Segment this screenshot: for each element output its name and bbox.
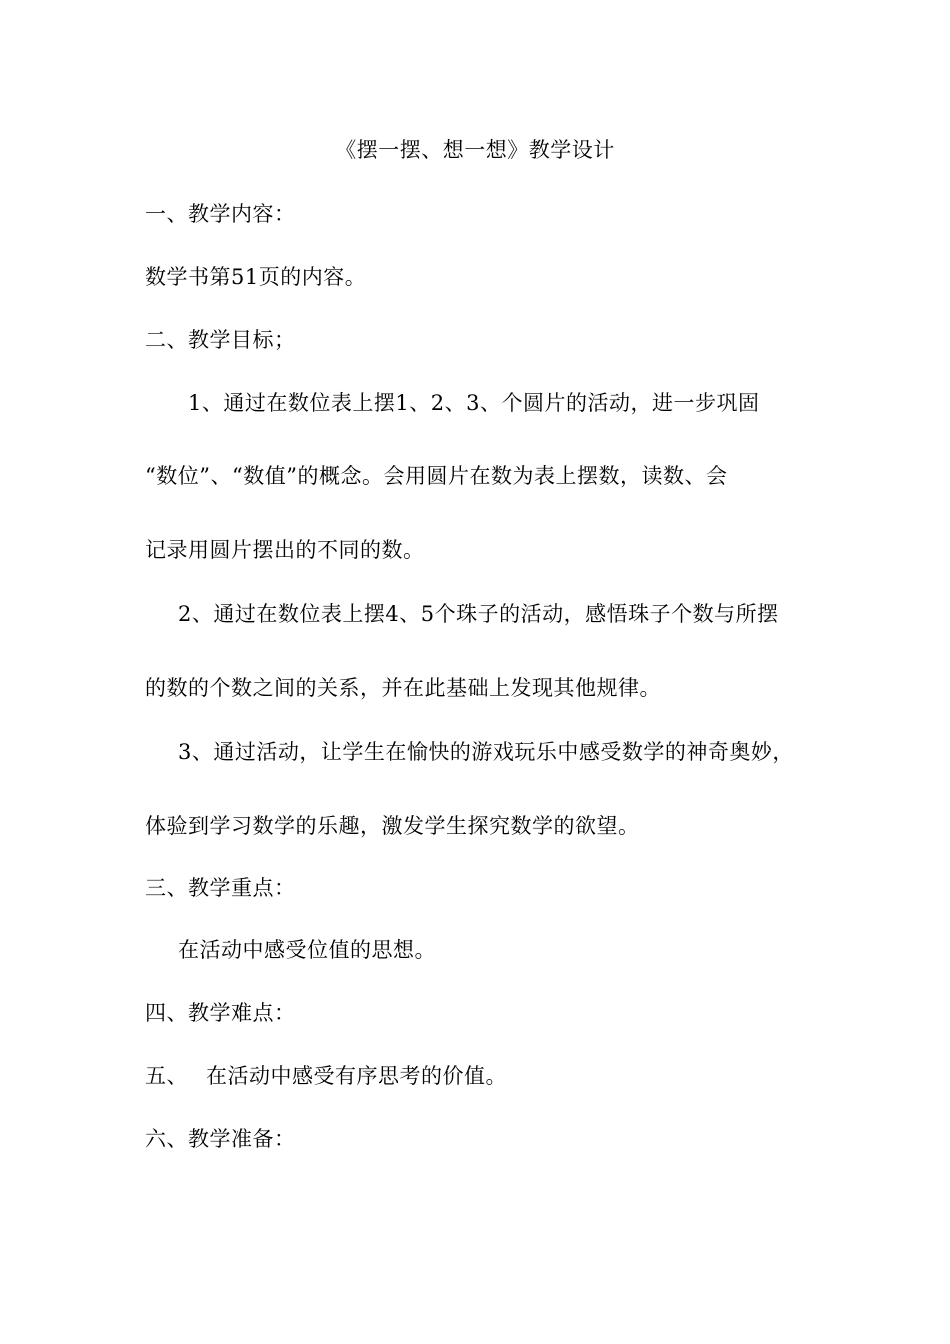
goal-1-line-3: 记录用圆片摆出的不同的数。 [145, 538, 425, 562]
key-point-text: 在活动中感受位值的思想。 [178, 938, 436, 962]
section-heading-difficulty: 四、教学难点： [145, 1001, 296, 1025]
section-heading-preparation: 六、教学准备： [145, 1127, 296, 1151]
goal-1-line-1: 1、通过在数位表上摆1、2、3、个圆片的活动，进一步巩固 [188, 391, 760, 415]
goal-1-line-2: “数位”、“数值”的概念。会用圆片在数为表上摆数，读数、会 [145, 464, 728, 488]
content-text: 数学书第51页的内容。 [145, 265, 367, 289]
section-heading-content: 一、教学内容： [145, 202, 296, 226]
section-heading-goals: 二、教学目标； [145, 328, 296, 352]
goal-2-line-2: 的数的个数之间的关系，并在此基础上发现其他规律。 [145, 676, 661, 700]
section-heading-key-point: 三、教学重点： [145, 876, 296, 900]
goal-3-line-2: 体验到学习数学的乐趣，激发学生探究数学的欲望。 [145, 814, 640, 838]
document-title: 《摆一摆、想一想》教学设计 [335, 138, 615, 162]
section-fifth-line [145, 1062, 507, 1090]
goal-3-line-1: 3、通过活动，让学生在愉快的游戏玩乐中感受数学的神奇奥妙， [178, 740, 794, 764]
goal-2-line-1: 2、通过在数位表上摆4、5个珠子的活动，感悟珠子个数与所摆 [178, 602, 779, 626]
section-fifth-prefix: 五、 [145, 1064, 188, 1088]
section-fifth-text: 在活动中感受有序思考的价值。 [206, 1064, 507, 1088]
